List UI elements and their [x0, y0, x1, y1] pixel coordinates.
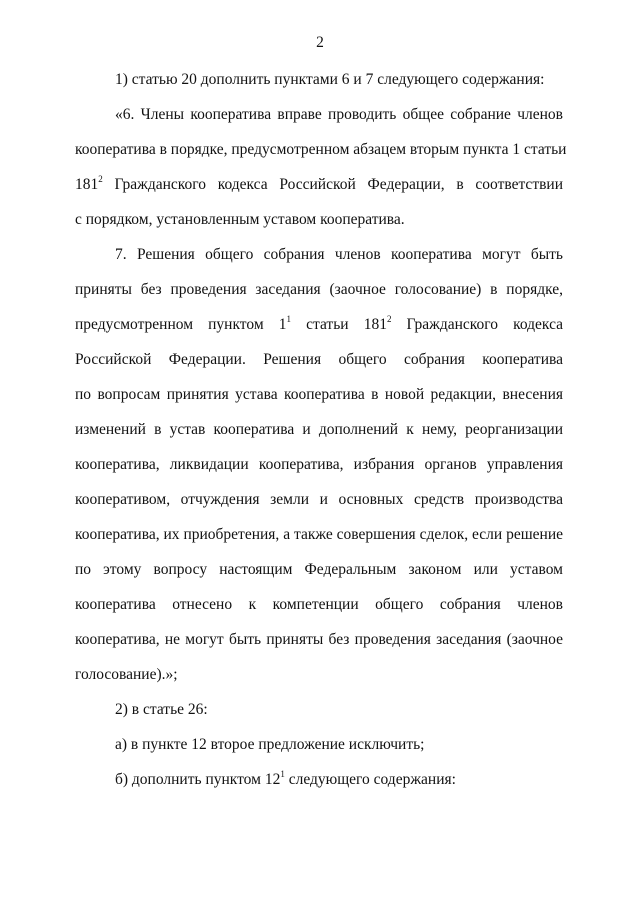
paragraph-7-line: приняты без проведения заседания (заочное голосование) в порядке,	[75, 281, 563, 298]
item-2b-text: следующего содержания:	[284, 771, 456, 788]
paragraph-7-line: кооперативом, отчуждения земли и основных средств производства	[75, 491, 563, 508]
paragraph-6-line: кооператива в порядке, предусмотренном абзацем вторым пункта 1 статьи	[75, 141, 567, 158]
paragraph-7-line: кооператива, их приобретения, а также совершения сделок, если решение	[75, 526, 563, 543]
point-superscript: 1	[280, 768, 285, 779]
item-2b-text: б) дополнить пунктом 12	[115, 771, 281, 788]
paragraph-6-line: с порядком, установленным уставом кооператива.	[75, 211, 405, 228]
point-number: 1	[278, 316, 287, 333]
paragraph-6-line-text: Гражданского кодекса Российской Федерации, в соответствии	[114, 176, 563, 193]
paragraph-6-line: «6. Члены кооператива вправе проводить общее собрание членов	[115, 106, 563, 123]
page-number: 2	[316, 34, 324, 51]
paragraph-7-line-text: статьи	[306, 316, 349, 333]
paragraph-7-line: кооператива отнесено к компетенции общего собрания членов	[75, 596, 563, 613]
paragraph-7-line-text: предусмотренном пунктом	[75, 316, 264, 333]
point-superscript: 1	[286, 313, 291, 324]
paragraph-7-line: 7. Решения общего собрания членов кооператива могут быть	[115, 246, 563, 263]
paragraph-7-line: кооператива, не могут быть приняты без проведения заседания (заочное	[75, 631, 563, 648]
paragraph-7-line: изменений в устав кооператива и дополнений к нему, реорганизации	[75, 421, 563, 438]
article-superscript: 2	[386, 313, 392, 324]
item-2b-paragraph	[115, 769, 456, 791]
paragraph-7-line: по вопросам принятия устава кооператива в новой редакции, внесения	[75, 386, 563, 403]
paragraph-7-line: голосование).»;	[75, 666, 178, 683]
article-number: 181	[363, 316, 387, 333]
article-superscript: 2	[98, 173, 103, 184]
paragraph-7-line: кооператива, ликвидации кооператива, избрания органов управления	[75, 456, 563, 473]
item-2a-paragraph: а) в пункте 12 второе предложение исключить;	[115, 736, 425, 753]
article-number: 181	[75, 176, 99, 193]
paragraph-7-line-text: Гражданского кодекса	[406, 316, 564, 333]
item-2-paragraph: 2) в статье 26:	[115, 701, 208, 718]
paragraph-6-line	[75, 174, 563, 196]
paragraph-7-line: по этому вопросу настоящим Федеральным законом или уставом	[75, 561, 563, 578]
paragraph-7-line	[75, 314, 563, 336]
item-1-paragraph: 1) статью 20 дополнить пунктами 6 и 7 следующего содержания:	[115, 71, 545, 88]
paragraph-7-line: Российской Федерации. Решения общего собрания кооператива	[75, 351, 563, 368]
